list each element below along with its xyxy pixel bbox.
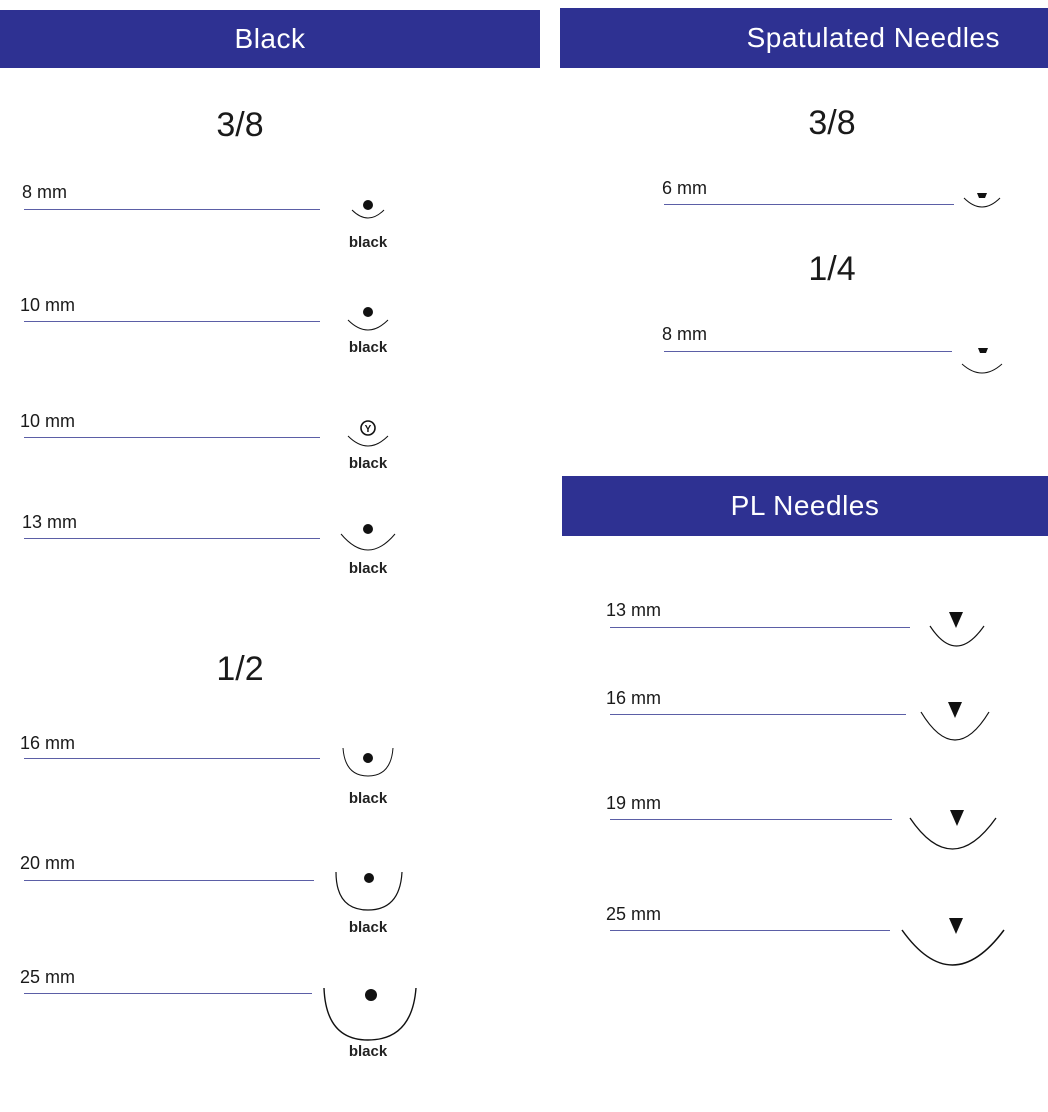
pl-banner-title: PL Needles (730, 490, 880, 521)
needle-curve-icon (328, 862, 408, 922)
divider (610, 627, 910, 628)
triangle-needle-icon (915, 692, 995, 748)
divider (610, 930, 890, 931)
spatulated-banner (560, 8, 1048, 68)
divider (610, 714, 906, 715)
size-label: 10 mm (20, 295, 76, 315)
needle-curve-icon (320, 974, 420, 1044)
divider (24, 321, 320, 322)
divider (610, 819, 892, 820)
needle-curve-icon (333, 514, 403, 560)
needle-curve-icon (338, 416, 398, 456)
black-banner (0, 10, 540, 68)
divider (664, 351, 952, 352)
size-label: 16 mm (20, 733, 76, 753)
size-label: 8 mm (22, 182, 67, 202)
caption: black (348, 234, 388, 251)
y-mark: Y (364, 424, 372, 435)
divider (24, 880, 314, 881)
size-label: 6 mm (662, 178, 707, 198)
size-label: 20 mm (20, 853, 76, 873)
black-curvature-1-2: 1/2 (216, 650, 264, 688)
triangle-needle-icon (898, 904, 1008, 970)
triangle-needle-icon (906, 796, 1000, 856)
spatula-needle-icon (958, 186, 1008, 216)
divider (664, 204, 954, 205)
caption: black (348, 560, 388, 577)
size-label: 10 mm (20, 411, 76, 431)
divider (24, 209, 320, 210)
triangle-needle-icon (922, 602, 992, 652)
needle-curve-icon (338, 192, 398, 232)
needle-curve-icon (333, 738, 403, 788)
divider (24, 993, 312, 994)
black-curvature-3-8: 3/8 (216, 106, 264, 144)
size-label: 13 mm (606, 600, 662, 620)
divider (24, 758, 320, 759)
size-label: 19 mm (606, 793, 662, 813)
size-label: 13 mm (22, 512, 78, 532)
spatulated-curvature-3-8: 3/8 (808, 104, 856, 142)
caption: black (348, 790, 388, 807)
pl-banner (562, 476, 1048, 536)
size-label: 25 mm (20, 967, 76, 987)
needle-curve-icon (338, 300, 398, 340)
divider (24, 538, 320, 539)
caption: black (348, 1043, 388, 1060)
caption: black (348, 455, 388, 472)
size-label: 25 mm (606, 904, 662, 924)
size-label: 16 mm (606, 688, 662, 708)
black-banner-title: Black (234, 23, 306, 54)
caption: black (348, 919, 388, 936)
spatulated-banner-title: Spatulated Needles (746, 22, 1000, 53)
caption: black (348, 339, 388, 356)
size-label: 8 mm (662, 324, 707, 344)
spatulated-curvature-1-4: 1/4 (808, 250, 856, 288)
spatula-needle-icon (958, 344, 1008, 380)
divider (24, 437, 320, 438)
